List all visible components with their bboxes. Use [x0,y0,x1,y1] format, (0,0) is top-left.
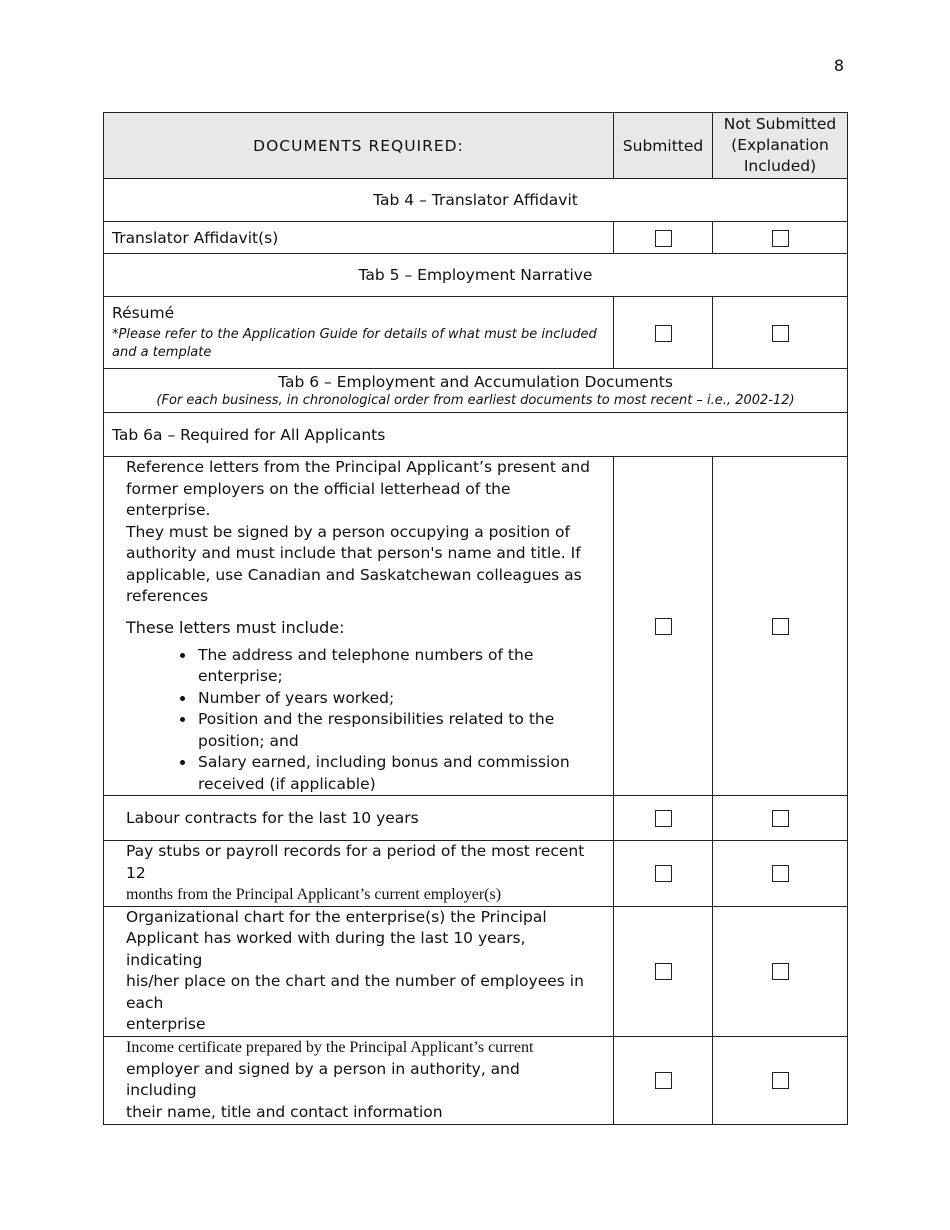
translator-affidavit-label: Translator Affidavit(s) [104,222,614,254]
tab5-title: Tab 5 – Employment Narrative [104,254,848,297]
must-include-heading: These letters must include: [126,617,345,637]
org-chart-line: enterprise [126,1015,206,1033]
tab6a-title: Tab 6a – Required for All Applicants [104,413,848,457]
tab5-section-row [104,254,848,297]
resume-note-line1: *Please refer to the Application Guide for details of what must be included [112,326,597,342]
resume-submitted-checkbox[interactable] [655,325,672,342]
table-row [104,841,848,907]
labour-contracts-submitted-checkbox[interactable] [655,810,672,827]
income-cert-submitted-checkbox[interactable] [655,1072,672,1089]
reference-letters-not-submitted-checkbox[interactable] [772,618,789,635]
tab6a-section-row [104,413,848,457]
list-item: • Number of years worked; [196,688,591,710]
table-row [104,906,848,1036]
resume-label: Résumé [112,303,175,322]
not-submitted-header [713,113,848,179]
page-number: 8 [833,56,844,75]
pay-stubs-cell [104,841,614,907]
list-item: • Position and the responsibilities related to the position; and [196,709,591,752]
reference-letters-line: applicable, use Canadian and Saskatchewan colleagues as [126,565,582,584]
resume-note-line2: and a template [112,344,212,360]
documents-required-header: DOCUMENTS REQUIRED: [104,113,614,179]
tab6-header-cell [104,369,848,413]
pay-stubs-line2: months from the Principal Applicant’s current employer(s) [126,886,502,903]
list-item: • Salary earned, including bonus and commission received (if applicable) [196,752,591,795]
table-row [104,457,848,796]
table-row [104,1036,848,1124]
org-chart-not-submitted-checkbox[interactable] [772,963,789,980]
labour-contracts-not-submitted-checkbox[interactable] [772,810,789,827]
list-item: • The address and telephone numbers of the enterprise; [196,645,591,688]
org-chart-line: Organizational chart for the enterprise(s) the Principal [126,907,547,926]
reference-letters-line: former employers on the official letterhead of the enterprise. [126,479,511,519]
org-chart-line: Applicant has worked with during the last 10 years, indicating [126,929,526,969]
org-chart-cell [104,906,614,1036]
org-chart-submitted-checkbox[interactable] [655,963,672,980]
documents-checklist-table [103,112,848,1125]
pay-stubs-submitted-checkbox[interactable] [655,865,672,882]
labour-contracts-label: Labour contracts for the last 10 years [104,796,614,841]
reference-letters-text [126,457,591,608]
reference-letters-line: They must be signed by a person occupying a position of [126,522,570,541]
income-cert-not-submitted-checkbox[interactable] [772,1072,789,1089]
not-submitted-line3: Included) [743,157,817,175]
pay-stubs-line1: Pay stubs or payroll records for a period of the most recent 12 [126,842,585,882]
org-chart-line: his/her place on the chart and the number of employees in each [126,972,584,1012]
not-submitted-line1: Not Submitted [723,115,837,133]
table-header-row [104,113,848,179]
income-cert-cell [104,1036,614,1124]
tab6-title: Tab 6 – Employment and Accumulation Documents [278,373,673,391]
not-submitted-line2: (Explanation [731,136,829,154]
table-row [104,796,848,841]
translator-affidavit-not-submitted-checkbox[interactable] [772,230,789,247]
reference-letters-line: Reference letters from the Principal Applicant’s present and [126,458,590,476]
submitted-header: Submitted [614,113,713,179]
reference-letters-line: references [126,587,209,605]
reference-letters-line: authority and must include that person's name and title. If [126,544,581,562]
must-include-list [126,645,591,796]
income-cert-line: Income certificate prepared by the Principal Applicant’s current [126,1039,534,1056]
reference-letters-cell [104,457,614,796]
pay-stubs-not-submitted-checkbox[interactable] [772,865,789,882]
table-row [104,222,848,254]
reference-letters-submitted-checkbox[interactable] [655,618,672,635]
translator-affidavit-submitted-checkbox[interactable] [655,230,672,247]
table-row [104,297,848,369]
income-cert-line: employer and signed by a person in authority, and including [126,1059,520,1099]
tab4-title: Tab 4 – Translator Affidavit [104,179,848,222]
resume-not-submitted-checkbox[interactable] [772,325,789,342]
income-cert-line: their name, title and contact information [126,1102,443,1121]
tab4-section-row [104,179,848,222]
resume-cell [104,297,614,369]
tab6-subtitle: (For each business, in chronological order from earliest documents to most recent – i.e., 2002-12) [156,393,795,408]
tab6-section-row [104,369,848,413]
